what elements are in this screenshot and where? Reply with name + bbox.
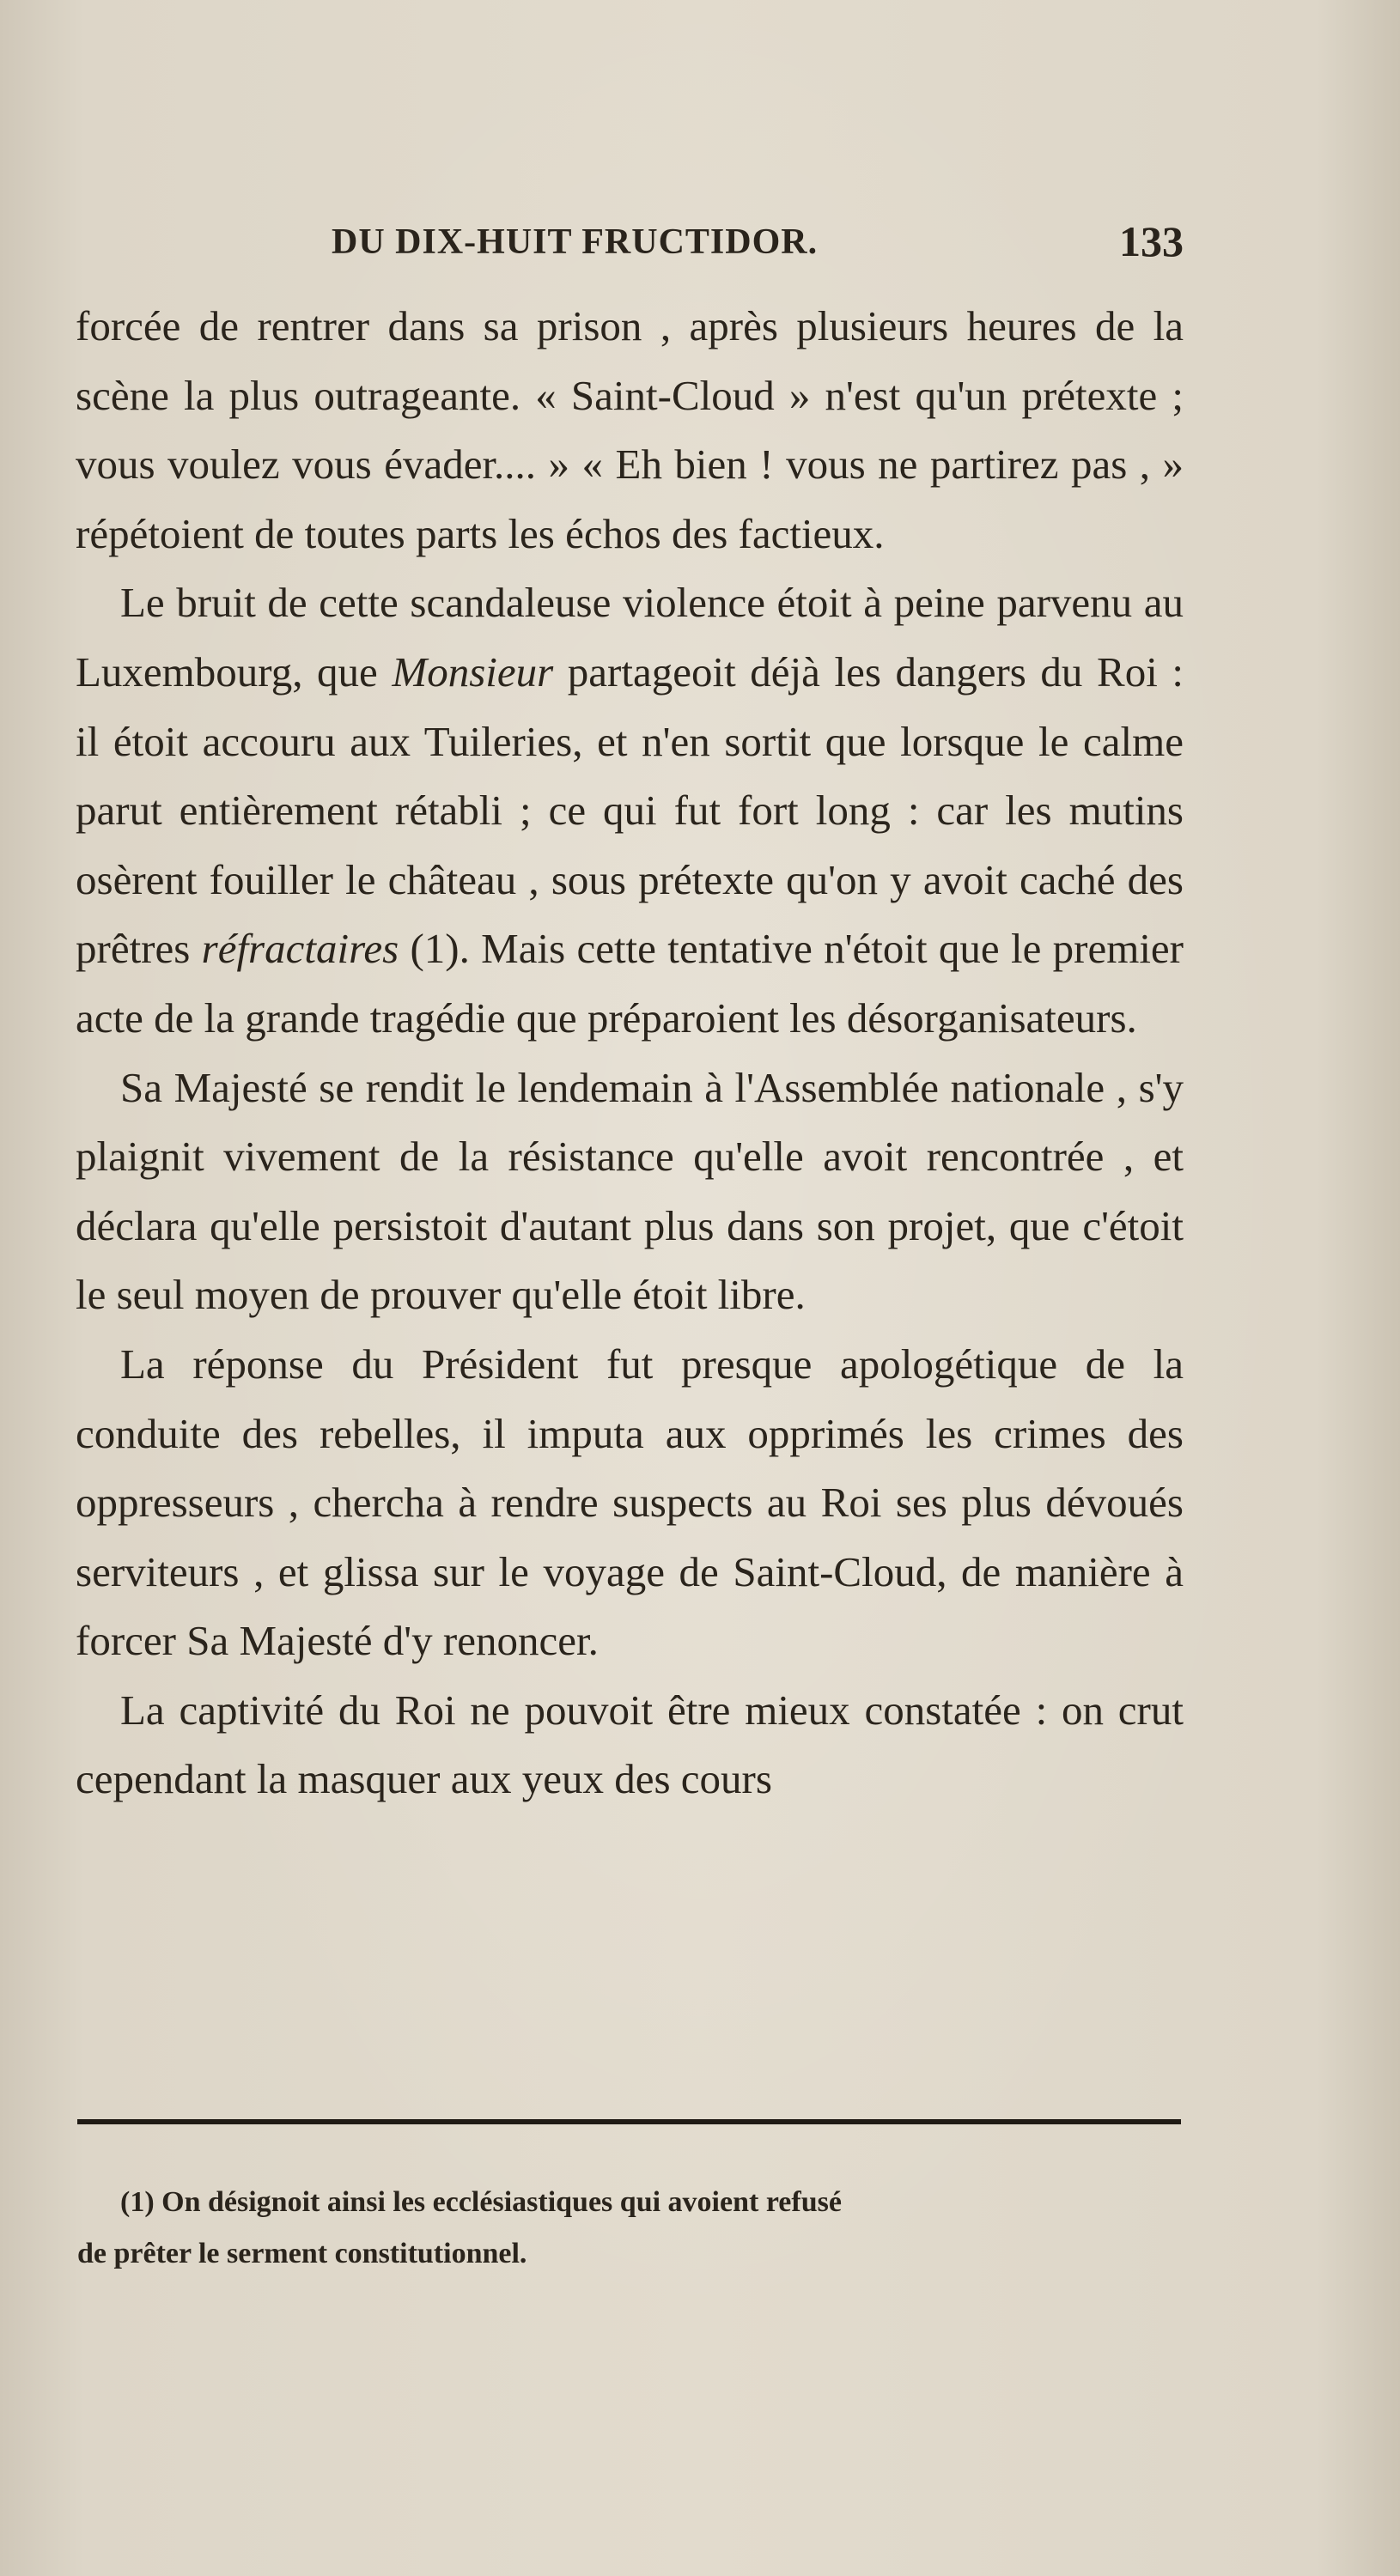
page-number: 133 [1119,217,1184,265]
paragraph-2-text-b: partageoit déjà les dangers du Roi : il étoit accouru aux Tuileries, et n'en sortit que lorsque le calme parut entièrement rétabli ; ce qui fut fort long : car les mutins osèrent fouiller le château , sous prétexte qu'on y avoit caché des prêtres [76,647,1184,973]
paragraph-5-text: La captivité du Roi ne pouvoit être mieux constatée : on crut cependant la masquer aux yeux des cours [76,1686,1184,1803]
text-block [76,215,1184,1814]
paragraph-2 [76,568,1184,1053]
running-title: DU DIX-HUIT FRUCTIDOR. [332,222,819,262]
paragraph-1 [76,292,1184,568]
paragraph-2-text-a: Le bruit de cette scandaleuse violence étoit à peine parvenu au Luxembourg, que [76,579,1184,696]
paragraph-2-text-c: (1). Mais cette tentative n'étoit que le premier acte de la grande tragédie que préparoient les désorganisateurs. [76,925,1184,1042]
italic-refractaires: réfractaires [201,925,399,973]
body-text [76,292,1184,1814]
paragraph-5 [76,1676,1184,1814]
italic-monsieur: Monsieur [392,647,554,696]
paragraph-3 [76,1054,1184,1330]
running-head [76,215,1184,275]
footnote-line-2: de prêter le serment constitutionnel. [77,2238,527,2269]
footnote-rule [77,2119,1181,2124]
footnote [77,2177,1185,2280]
paragraph-4-text: La réponse du Président fut presque apologétique de la conduite des rebelles, il imputa aux opprimés les crimes des oppresseurs , chercha à rendre suspects au Roi ses plus dévoués serviteurs , et glissa sur le voyage de Saint-Cloud, de manière à forcer Sa Majesté d'y renoncer. [76,1340,1184,1665]
footnote-line-1: (1) On désignoit ainsi les ecclésiastiques qui avoient refusé [120,2186,842,2218]
paragraph-1-text: forcée de rentrer dans sa prison , après plusieurs heures de la scène la plus outrageante. « Saint-Cloud » n'est qu'un prétexte ; vous voulez vous évader.... » « Eh bien ! vous ne partirez pas , » répétoient de toutes parts les échos des factieux. [76,302,1184,557]
paragraph-3-text: Sa Majesté se rendit le lendemain à l'Assemblée nationale , s'y plaignit vivement de la résistance qu'elle avoit rencontrée , et déclara qu'elle persistoit d'autant plus dans son projet, que c'étoit le seul moyen de prouver qu'elle étoit libre. [76,1063,1184,1319]
paragraph-4 [76,1330,1184,1676]
